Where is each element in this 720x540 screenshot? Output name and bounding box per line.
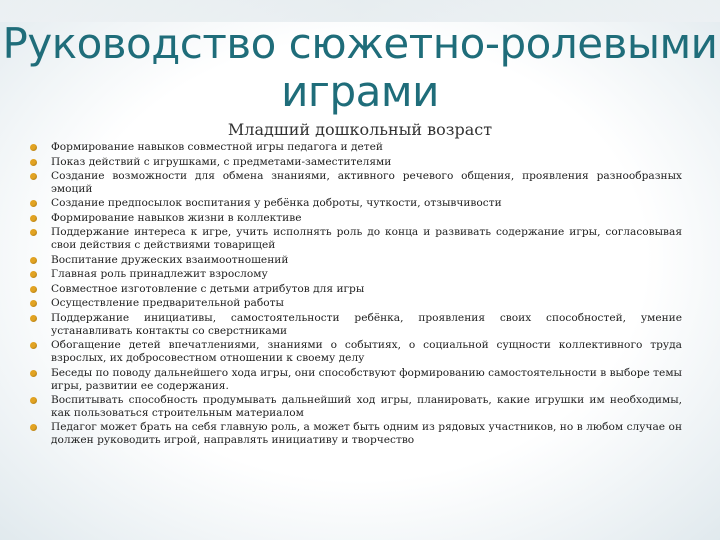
bullet-icon	[30, 229, 37, 236]
bullet-icon	[30, 397, 37, 404]
slide-title: Руководство сюжетно-ролевыми играми	[2, 19, 718, 116]
list-item	[30, 212, 682, 225]
bullet-icon	[30, 144, 37, 151]
list-item-text: Воспитание дружеских взаимоотношений	[51, 253, 289, 266]
bullet-icon	[30, 271, 37, 278]
bullet-icon	[30, 424, 37, 431]
list-item-text: Обогащение детей впечатлениями, знаниями о событиях, о социальной сущности коллективного труда взрослых, их добросовестном отношении к своему делу	[51, 339, 682, 365]
list-item-text: Главная роль принадлежит взрослому	[51, 268, 268, 281]
bullet-icon	[30, 200, 37, 207]
list-item	[30, 394, 682, 420]
list-item	[30, 226, 682, 252]
slide-subtitle: Младший дошкольный возраст	[227, 120, 493, 139]
list-item-text: Показ действий с игрушками, с предметами-заместителями	[51, 155, 392, 168]
list-item	[30, 339, 682, 365]
list-item-text: Воспитывать способность продумывать дальнейший ход игры, планировать, какие игрушки им необходимы, как пользоваться строительным материалом	[51, 394, 682, 419]
list-item	[30, 254, 682, 267]
bullet-icon	[30, 257, 37, 264]
bullet-icon	[30, 159, 37, 166]
list-item	[30, 170, 682, 196]
list-item	[30, 367, 682, 393]
bullet-icon	[30, 215, 37, 222]
bullet-icon	[30, 370, 37, 377]
list-item-text: Создание возможности для обмена знаниями, активного речевого общения, проявления разнообразных эмоций	[51, 170, 682, 195]
list-item-text: Формирование навыков жизни в коллективе	[51, 211, 302, 224]
list-item	[30, 421, 682, 447]
list-item	[30, 141, 682, 154]
list-item	[30, 312, 682, 338]
list-item-text: Поддержание интереса к игре, учить исполнять роль до конца и развивать содержание игры, согласовывая свои действия с действиями товарищей	[51, 226, 682, 252]
list-item-text: Совместное изготовление с детьми атрибутов для игры	[51, 282, 365, 295]
bullet-icon	[30, 342, 37, 349]
list-item	[30, 283, 682, 296]
bullet-icon	[30, 173, 37, 180]
bullet-list	[30, 141, 682, 449]
list-item	[30, 268, 682, 281]
list-item-text: Создание предпосылок воспитания у ребёнка доброты, чуткости, отзывчивости	[51, 197, 502, 210]
list-item-text: Формирование навыков совместной игры педагога и детей	[51, 141, 383, 153]
bullet-icon	[30, 300, 37, 307]
list-item	[30, 197, 682, 210]
list-item-text: Осуществление предварительной работы	[51, 297, 284, 310]
list-item-text: Беседы по поводу дальнейшего хода игры, они способствуют формированию самостоятельности в выборе темы игры, развитии ее содержания.	[51, 366, 682, 392]
bullet-icon	[30, 315, 37, 322]
list-item	[30, 156, 682, 169]
list-item-text: Педагог может брать на себя главную роль, а может быть одним из рядовых участников, но в любом случае он должен руководить игрой, направлять инициативу и творчество	[51, 421, 682, 447]
bullet-icon	[30, 286, 37, 293]
list-item-text: Поддержание инициативы, самостоятельности ребёнка, проявления своих способностей, умение устанавливать контакты со сверстниками	[51, 311, 682, 337]
list-item	[30, 297, 682, 310]
